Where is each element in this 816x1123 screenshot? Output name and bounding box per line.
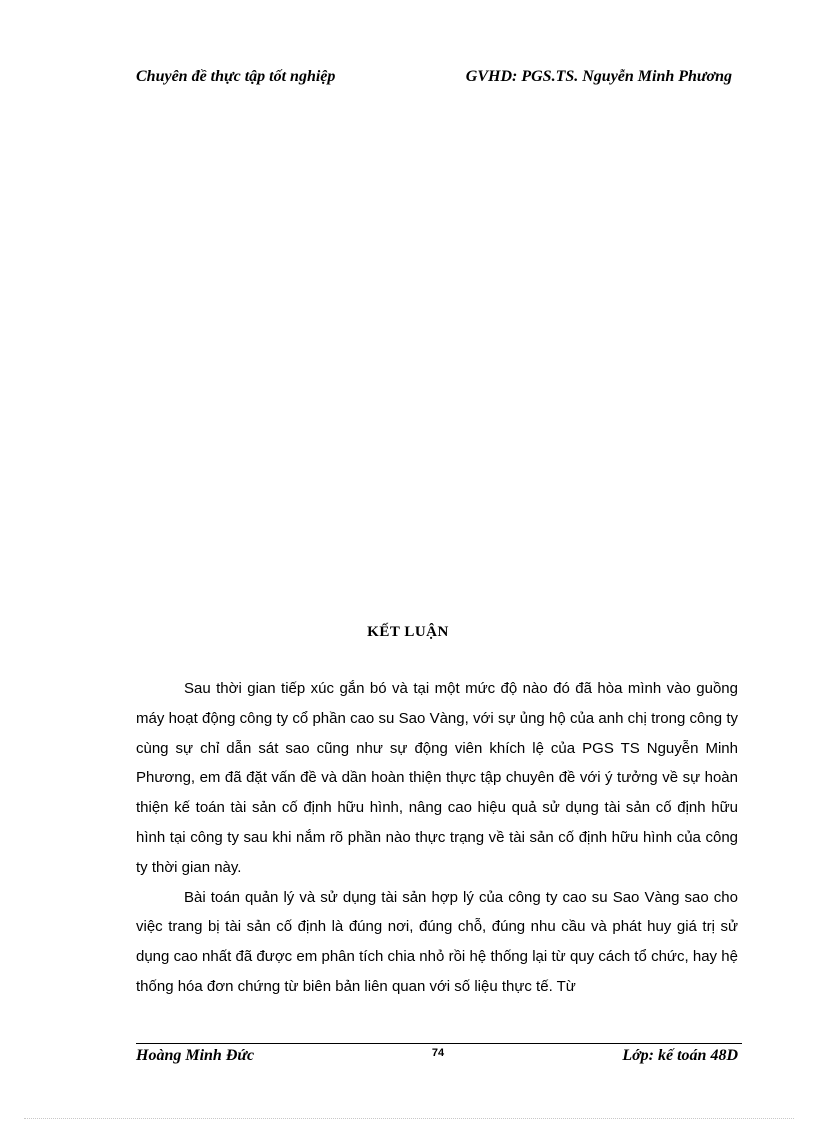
- footer-class: Lớp: kế toán 48D: [622, 1047, 738, 1064]
- page-edge-divider: [24, 1118, 794, 1119]
- page-number: 74: [431, 1047, 445, 1059]
- header-supervisor: GVHD: PGS.TS. Nguyễn Minh Phương: [465, 68, 732, 85]
- footer-divider: [136, 1043, 742, 1044]
- footer-author: Hoàng Minh Đức: [136, 1047, 255, 1064]
- page-header: [136, 68, 736, 90]
- paragraph: Sau thời gian tiếp xúc gắn bó và tại một mức độ nào đó đã hòa mình vào guồng máy hoạt động công ty cổ phần cao su Sao Vàng, với sự ủng hộ của anh chị trong công ty cùng sự chỉ dẫn sát sao cũng như sự động viên khích lệ của PGS TS Nguyễn Minh Phương, em đã đặt vấn đề và dần hoàn thiện thực tập chuyên đề với ý tưởng về sự hoàn thiện kế toán tài sản cố định hữu hình, nâng cao hiệu quả sử dụng tài sản cố định hữu hình tại công ty sau khi nắm rõ phần nào thực trạng về tài sản cố định hữu hình của công ty thời gian này.: [136, 680, 738, 876]
- section-title: KẾT LUẬN: [367, 624, 449, 640]
- header-document-type: Chuyên đề thực tập tốt nghiệp: [136, 68, 336, 85]
- paragraph: Bài toán quản lý và sử dụng tài sản hợp lý của công ty cao su Sao Vàng sao cho việc trang bị tài sản cố định là đúng nơi, đúng chỗ, đúng nhu cầu và phát huy giá trị sử dụng cao nhất đã được em phân tích chia nhỏ rồi hệ thống lại từ quy cách tổ chức, hay hệ thống hóa đơn chứng từ biên bản liên quan với số liệu thực tế. Từ: [136, 888, 738, 995]
- body-text: [136, 674, 738, 1002]
